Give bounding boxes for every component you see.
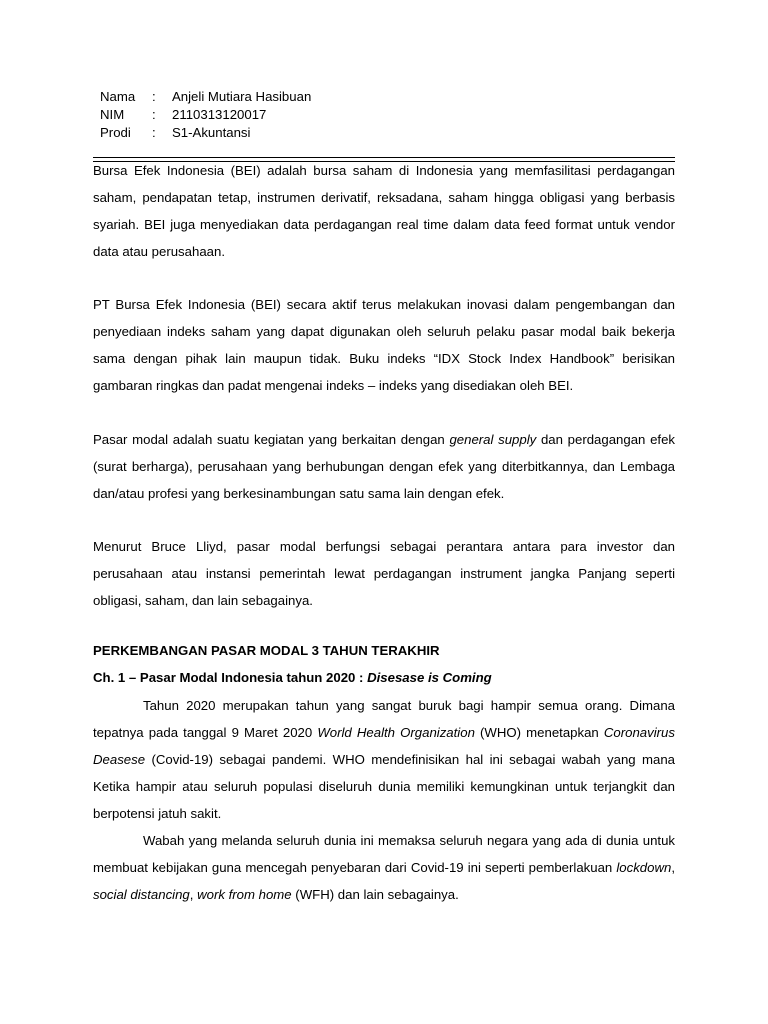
- paragraph-bruce-lliyd: [93, 533, 675, 614]
- text-run: Tahun 2020 merupakan tahun yang sangat buruk bagi hampir semua orang. Dimana tepatnya pada tanggal 9 Maret 2020: [93, 698, 675, 740]
- paragraph-capital-market-definition: [93, 426, 675, 507]
- text-run: ,: [189, 887, 198, 902]
- name-value: Anjeli Mutiara Hasibuan: [172, 89, 312, 104]
- prodi-row: [100, 124, 311, 142]
- text-run: (Covid-19) sebagai pandemi. WHO mendefinisikan hal ini sebagai wabah yang mana Ketika hampir atau seluruh populasi diseluruh dunia memiliki kemungkinan untuk terjangkit dan berpotensi jatuh sakit.: [93, 752, 675, 821]
- paragraph-bei-intro: [93, 157, 675, 265]
- paragraph-text: [93, 426, 675, 507]
- text-run: (WHO) menetapkan: [474, 725, 604, 740]
- nim-value: 2110313120017: [172, 107, 267, 122]
- name-row: [100, 88, 311, 106]
- prodi-value: S1-Akuntansi: [172, 125, 251, 140]
- text-run: ,: [671, 860, 675, 875]
- paragraph-text: Menurut Bruce Lliyd, pasar modal berfungsi sebagai perantara antara para investor dan perusahaan atau instansi pemerintah lewat perdagangan instrument jangka Panjang seperti obligasi, saham, dan lain sebagainya.: [93, 539, 675, 608]
- nim-colon: :: [152, 107, 156, 122]
- prodi-label: Prodi: [100, 125, 131, 140]
- italic-term: social distancing: [93, 887, 190, 902]
- chapter-heading: [93, 664, 675, 692]
- italic-term: World Health Organization: [317, 725, 475, 740]
- text-run: Wabah yang melanda seluruh dunia ini memaksa seluruh negara yang ada di dunia untuk membuat kebijakan guna mencegah penyebaran dari Covid-19 ini seperti pemberlakuan: [93, 833, 675, 875]
- paragraph-pandemic-policies: [93, 827, 675, 908]
- italic-term: general supply: [449, 432, 537, 447]
- prodi-colon: :: [152, 125, 156, 140]
- paragraph-text: Bursa Efek Indonesia (BEI) adalah bursa saham di Indonesia yang memfasilitasi perdagangan saham, pendapatan tetap, instrumen derivatif, reksadana, saham hingga obligasi yang berbasis syariah. BEI juga menyediakan data perdagangan real time dalam data feed format untuk vendor data atau perusahaan.: [93, 163, 675, 259]
- section-market-development: [93, 638, 675, 908]
- chapter-prefix: Ch. 1 – Pasar Modal Indonesia tahun 2020 :: [93, 670, 368, 685]
- text-run: dan perdagangan efek (surat berharga), perusahaan yang berhubungan dengan efek yang diterbitkannya, dan Lembaga dan/atau profesi yang berkesinambungan satu sama lain dengan efek.: [93, 432, 675, 501]
- paragraph-2020-pandemic: [93, 692, 675, 827]
- student-info: [100, 88, 311, 142]
- text-run: (WFH) dan lain sebagainya.: [291, 887, 459, 902]
- name-label: Nama: [100, 89, 136, 104]
- italic-term: work from home: [197, 887, 292, 902]
- italic-term: Coronavirus Deasese: [93, 725, 675, 767]
- text-run: Pasar modal adalah suatu kegiatan yang berkaitan dengan: [93, 432, 450, 447]
- paragraph-text: PT Bursa Efek Indonesia (BEI) secara aktif terus melakukan inovasi dalam pengembangan dan penyediaan indeks saham yang dapat digunakan oleh seluruh pelaku pasar modal baik bekerja sama dengan pihak lain maupun tidak. Buku indeks “IDX Stock Index Handbook” berisikan gambaran ringkas dan padat mengenai indeks – indeks yang disediakan oleh BEI.: [93, 297, 675, 393]
- section-heading: PERKEMBANGAN PASAR MODAL 3 TAHUN TERAKHIR: [93, 643, 440, 658]
- name-colon: :: [152, 89, 156, 104]
- nim-label: NIM: [100, 107, 125, 122]
- chapter-italic-title: Disesase is Coming: [367, 670, 492, 685]
- paragraph-bei-innovation: [93, 291, 675, 399]
- nim-row: [100, 106, 311, 124]
- italic-term: lockdown: [616, 860, 672, 875]
